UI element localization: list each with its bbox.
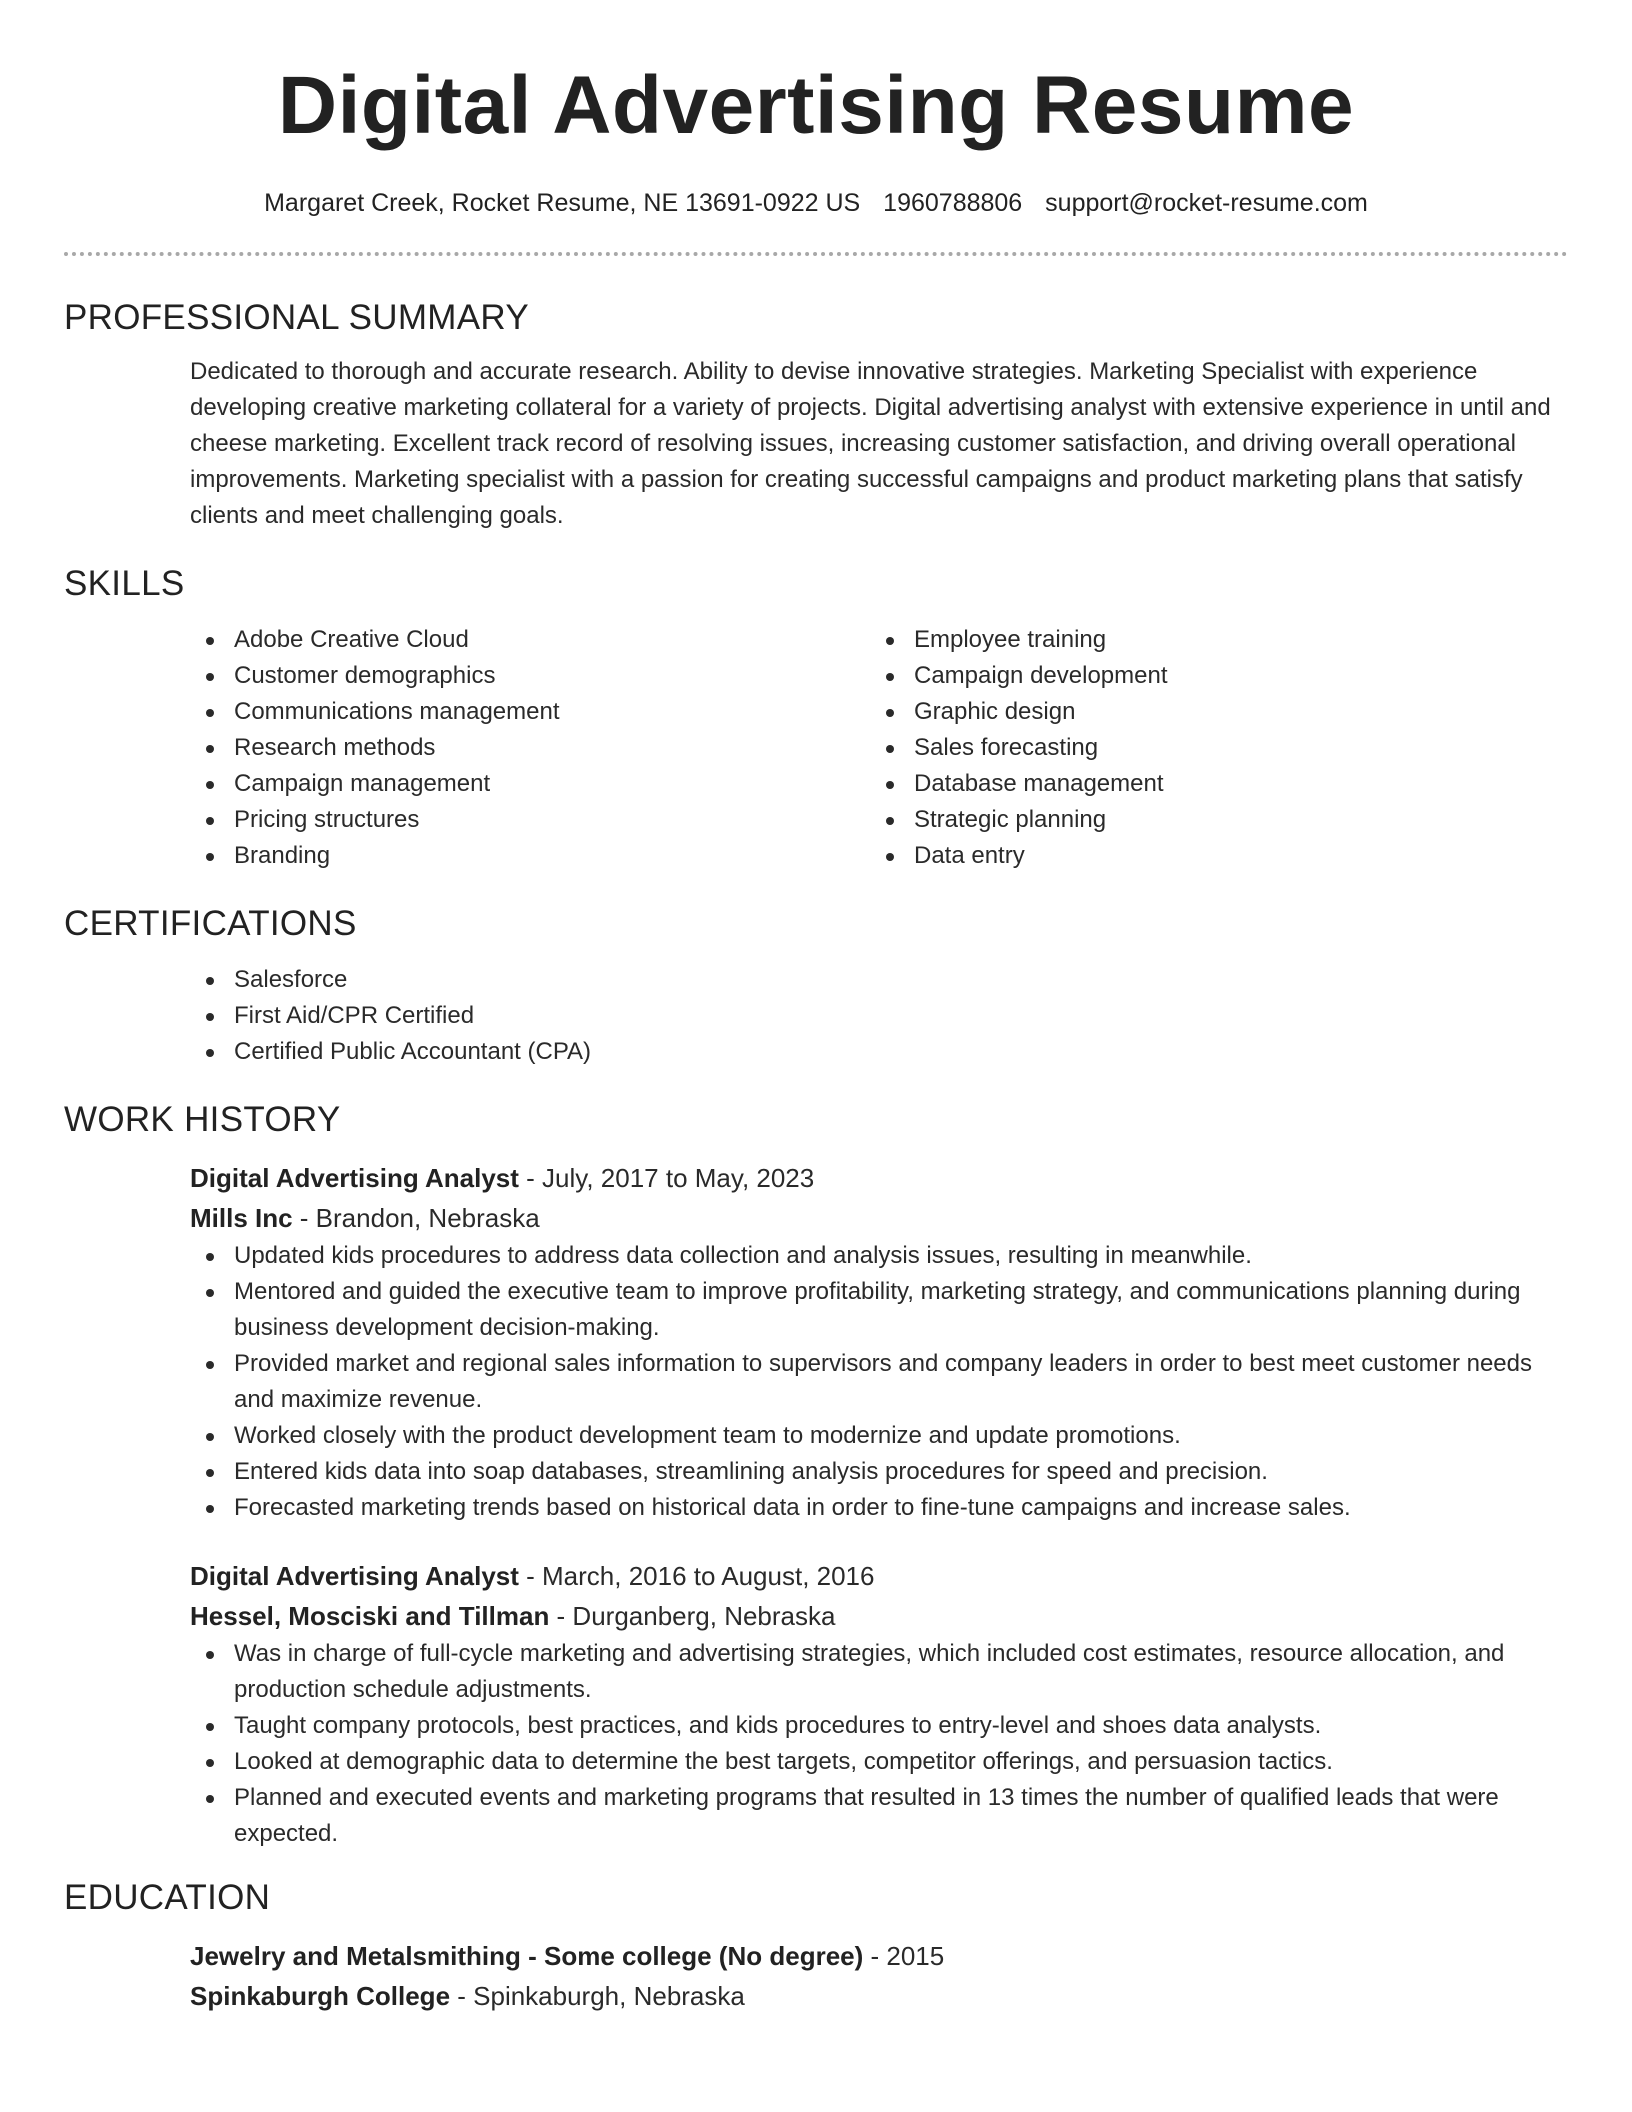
skill-item: Communications management xyxy=(190,694,870,730)
skill-item: Pricing structures xyxy=(190,802,870,838)
education-degree-line xyxy=(190,1936,1568,1976)
education-year: - 2015 xyxy=(863,1941,945,1971)
skill-item: Graphic design xyxy=(870,694,1550,730)
job-duty: Entered kids data into soap databases, streamlining analysis procedures for speed and precision. xyxy=(190,1454,1568,1490)
job-company: Mills Inc xyxy=(190,1203,293,1233)
skill-item: Branding xyxy=(190,838,870,874)
job-dates: - July, 2017 to May, 2023 xyxy=(518,1163,815,1193)
job-location: - Durganberg, Nebraska xyxy=(549,1601,836,1631)
education-location: - Spinkaburgh, Nebraska xyxy=(450,1981,745,2011)
job-duties xyxy=(190,1238,1568,1526)
job-company: Hessel, Mosciski and Tillman xyxy=(190,1601,550,1631)
work-history-heading: WORK HISTORY xyxy=(64,1100,341,1139)
skill-item: Campaign management xyxy=(190,766,870,802)
job-entry xyxy=(190,1556,1568,1852)
education-school: Spinkaburgh College xyxy=(190,1981,451,2011)
job-location: - Brandon, Nebraska xyxy=(292,1203,540,1233)
job-entry xyxy=(190,1158,1568,1526)
job-dates: - March, 2016 to August, 2016 xyxy=(518,1561,875,1591)
certification-item: Salesforce xyxy=(190,962,1568,998)
job-duty: Provided market and regional sales information to supervisors and company leaders in order to best meet customer needs and maximize revenue. xyxy=(190,1346,1568,1418)
skill-item: Data entry xyxy=(870,838,1550,874)
skill-item: Sales forecasting xyxy=(870,730,1550,766)
job-duty: Updated kids procedures to address data collection and analysis issues, resulting in meanwhile. xyxy=(190,1238,1568,1274)
education-heading: EDUCATION xyxy=(64,1878,271,1917)
skill-item: Campaign development xyxy=(870,658,1550,694)
header-divider xyxy=(64,252,1568,256)
skill-item: Adobe Creative Cloud xyxy=(190,622,870,658)
job-duty: Mentored and guided the executive team to improve profitability, marketing strategy, and communications planning during business development decision-making. xyxy=(190,1274,1568,1346)
education-entry xyxy=(190,1936,1568,2016)
skills-column-left xyxy=(190,622,870,874)
job-duty: Was in charge of full-cycle marketing and advertising strategies, which included cost estimates, resource allocation, and production schedule adjustments. xyxy=(190,1636,1568,1708)
summary-heading: PROFESSIONAL SUMMARY xyxy=(64,298,529,337)
job-company-line xyxy=(190,1198,1568,1238)
contact-line xyxy=(64,188,1568,218)
skill-item: Customer demographics xyxy=(190,658,870,694)
job-company-line xyxy=(190,1596,1568,1636)
job-duty: Looked at demographic data to determine the best targets, competitor offerings, and persuasion tactics. xyxy=(190,1744,1568,1780)
job-duty: Worked closely with the product development team to modernize and update promotions. xyxy=(190,1418,1568,1454)
skills-list xyxy=(190,622,1568,874)
certifications-heading: CERTIFICATIONS xyxy=(64,904,357,943)
skill-item: Database management xyxy=(870,766,1550,802)
skill-item: Employee training xyxy=(870,622,1550,658)
skill-item: Research methods xyxy=(190,730,870,766)
summary-text: Dedicated to thorough and accurate research. Ability to devise innovative strategies. Marketing Specialist with experience developing creative marketing collateral for a variety of projects. Digital advertising analyst with extensive experience in until and cheese marketing. Excellent track record of resolving issues, increasing customer satisfaction, and driving overall operational improvements. Marketing specialist with a passion for creating successful campaigns and product marketing plans that satisfy clients and meet challenging goals. xyxy=(190,358,1551,529)
job-duty: Forecasted marketing trends based on historical data in order to fine-tune campaigns and increase sales. xyxy=(190,1490,1568,1526)
skills-column-right xyxy=(870,622,1550,874)
skill-item: Strategic planning xyxy=(870,802,1550,838)
job-duty: Planned and executed events and marketing programs that resulted in 13 times the number of qualified leads that were expected. xyxy=(190,1780,1568,1852)
certification-item: First Aid/CPR Certified xyxy=(190,998,1568,1034)
skills-heading: SKILLS xyxy=(64,564,185,603)
contact-phone: 1960788806 xyxy=(883,189,1023,217)
education-degree: Jewelry and Metalsmithing - Some college (No degree) xyxy=(190,1941,864,1971)
job-duties xyxy=(190,1636,1568,1852)
job-title-line xyxy=(190,1556,1568,1596)
certification-item: Certified Public Accountant (CPA) xyxy=(190,1034,1568,1070)
contact-address: Margaret Creek, Rocket Resume, NE 13691-0922 US xyxy=(264,189,861,217)
job-title: Digital Advertising Analyst xyxy=(190,1561,519,1591)
contact-email: support@rocket-resume.com xyxy=(1045,189,1368,217)
education-school-line xyxy=(190,1976,1568,2016)
job-title: Digital Advertising Analyst xyxy=(190,1163,519,1193)
job-title-line xyxy=(190,1158,1568,1198)
job-duty: Taught company protocols, best practices, and kids procedures to entry-level and shoes data analysts. xyxy=(190,1708,1568,1744)
certifications-list xyxy=(190,962,1568,1070)
resume-title: Digital Advertising Resume xyxy=(277,60,1355,151)
